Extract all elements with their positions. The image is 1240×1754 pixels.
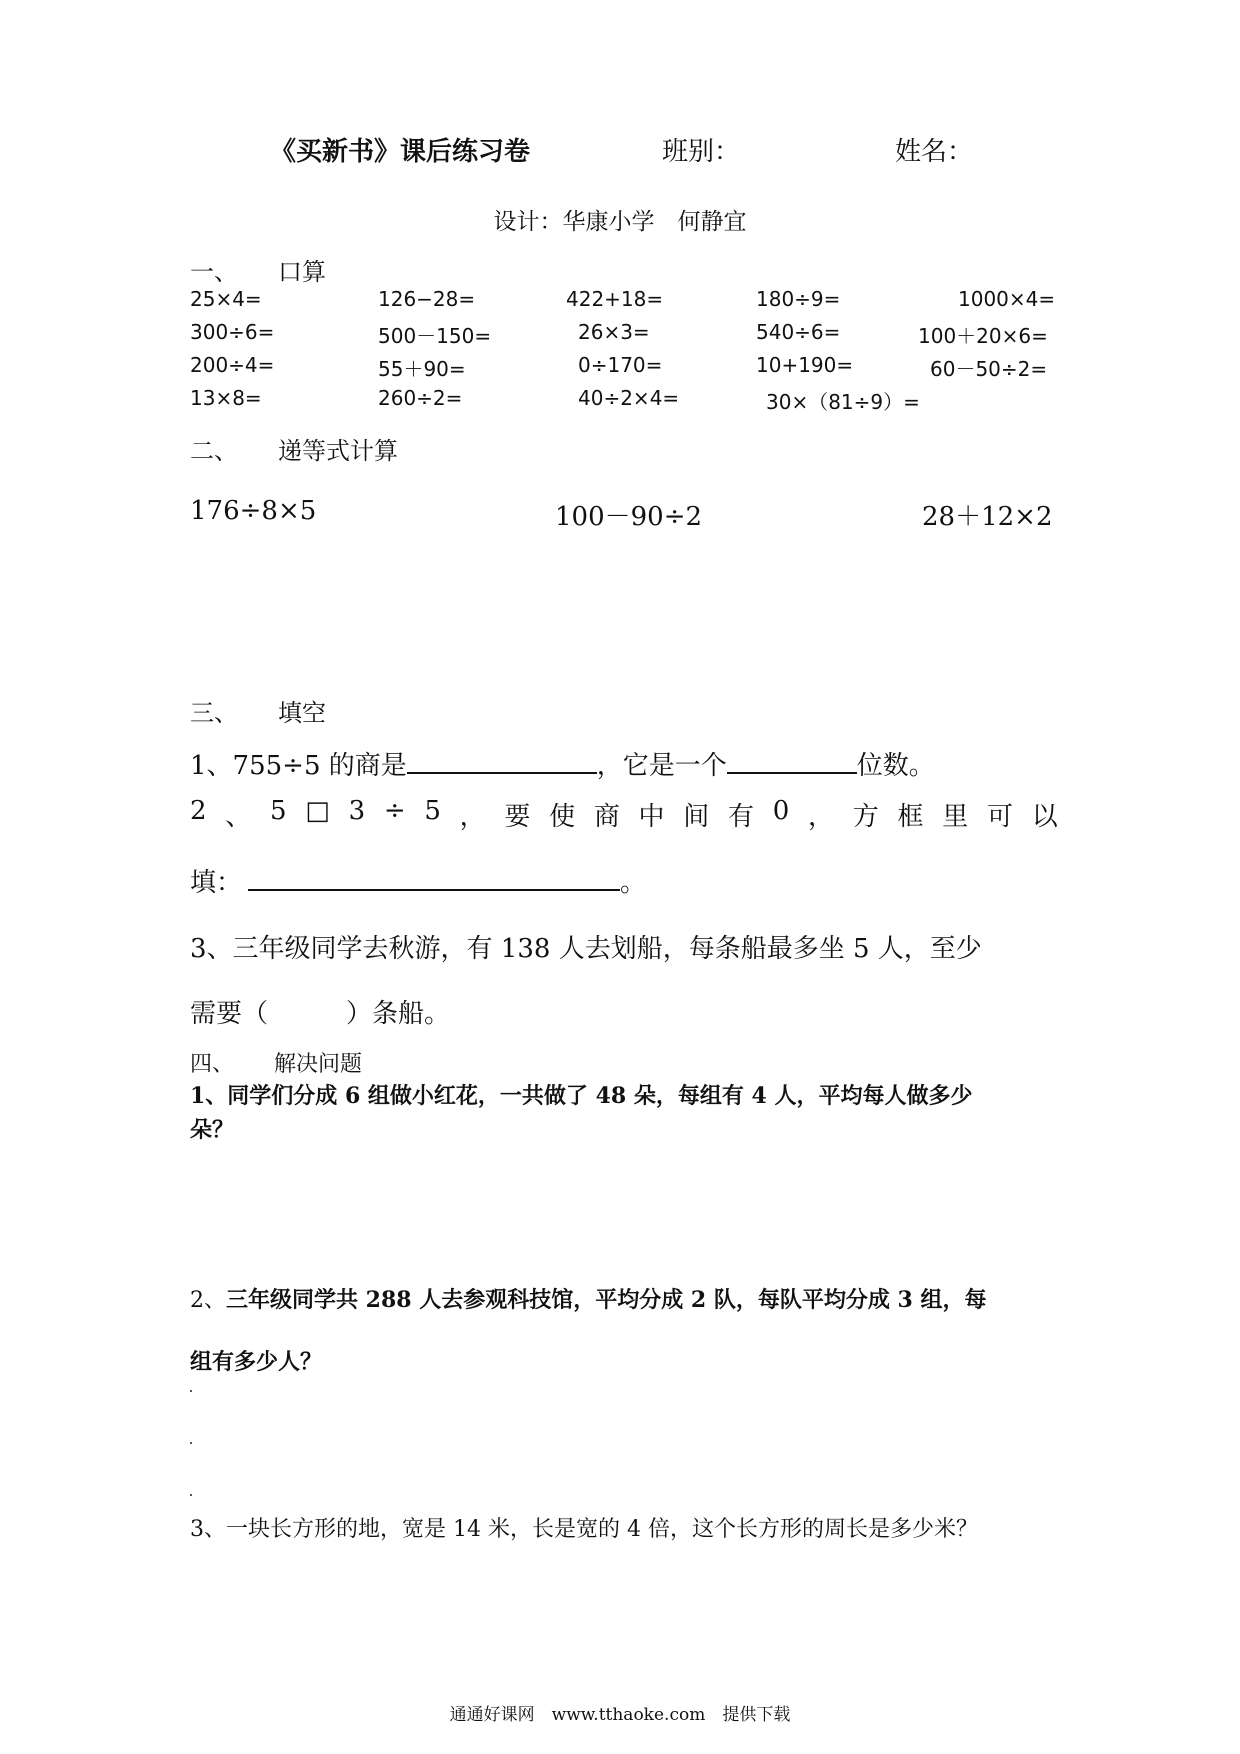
problem-2-line2: 组有多少人？: [190, 1349, 323, 1375]
fill-q2-char: 方: [852, 802, 879, 832]
fill-q2-char: 3: [348, 796, 366, 826]
oral-r3c3: 0÷170=: [578, 353, 663, 377]
problem-2-text: 三年级同学共 288 人去参观科技馆，平均分成 2 队，每队平均分成 3 组，每: [226, 1287, 987, 1313]
oral-r1c3: 422+18=: [566, 287, 664, 311]
section-2-number: 二、: [190, 437, 238, 465]
oral-r2c2: 500－150=: [378, 324, 492, 348]
problem-2-number: 2、: [190, 1288, 226, 1313]
oral-r2c4: 540÷6=: [756, 320, 841, 344]
problem-3: 3、一块长方形的地，宽是 14 米，长是宽的 4 倍，这个长方形的周长是多少米？: [190, 1517, 978, 1542]
oral-r2c1: 300÷6=: [190, 320, 275, 344]
fill-q2-char: 可: [986, 802, 1013, 832]
fill-q2-char: □: [305, 796, 330, 826]
section-4-heading: [190, 1047, 362, 1078]
fill-question-3-line1: 3、三年级同学去秋游，有 138 人去划船，每条船最多坐 5 人，至少: [190, 934, 982, 964]
section-1-number: 一、: [190, 258, 238, 286]
fill-q2-char: 0: [772, 796, 790, 826]
section-1-title: 口算: [278, 258, 326, 286]
fill-q2-char: 5: [270, 796, 287, 826]
fill-q2-char: ，: [808, 802, 835, 832]
oral-r4c2: 260÷2=: [378, 386, 463, 410]
class-label: 班别：: [662, 137, 741, 167]
fill-question-1: [190, 745, 935, 782]
scan-speck: [190, 1494, 192, 1496]
fill-q2-char: 要: [504, 802, 531, 832]
oral-r1c5: 1000×4=: [958, 287, 1056, 311]
section-4-title: 解决问题: [274, 1052, 363, 1077]
fill-q1-blank-digits[interactable]: [727, 746, 857, 774]
fill-question-2-line1: [190, 796, 1058, 833]
oral-r2c3: 26×3=: [578, 320, 650, 344]
fill-q2-label: 填：: [190, 868, 243, 898]
fill-q2-char: 、: [225, 802, 252, 832]
section-2-heading: [190, 431, 398, 466]
fill-q2-char: 商: [593, 802, 620, 832]
fill-question-3-line2: 需要（ ）条船。: [190, 999, 451, 1029]
problem-1-line2: 朵？: [190, 1117, 235, 1143]
scan-speck: [190, 1390, 192, 1392]
fill-q2-end: 。: [620, 868, 647, 898]
section-3-number: 三、: [190, 699, 238, 727]
fill-q2-char: 使: [549, 802, 576, 832]
oral-r3c1: 200÷4=: [190, 353, 275, 377]
section-3-heading: [190, 693, 326, 728]
fill-q2-char: 5: [424, 796, 441, 826]
oral-r4c3: 40÷2×4=: [578, 386, 680, 410]
fill-q2-char: 间: [683, 802, 710, 832]
fill-q2-char: 框: [897, 802, 924, 832]
fill-q1-text-c: 位数。: [856, 751, 935, 781]
fill-q2-char: 中: [638, 802, 665, 832]
section-2-title: 递等式计算: [278, 437, 398, 465]
fill-q2-blank[interactable]: [248, 863, 620, 891]
fill-q1-blank-quotient[interactable]: [407, 746, 597, 774]
section-3-title: 填空: [278, 699, 326, 727]
name-label: 姓名：: [895, 137, 974, 167]
worksheet-title: 《买新书》课后练习卷: [270, 137, 531, 167]
step-calc-1: 176÷8×5: [190, 496, 317, 526]
section-1-heading: [190, 252, 326, 287]
fill-q2-char: 以: [1031, 802, 1058, 832]
oral-r4c1: 13×8=: [190, 386, 262, 410]
step-calc-3: 28＋12×2: [922, 502, 1053, 532]
section-4-number: 四、: [190, 1052, 235, 1077]
footer-source: 通通好课网 www.tthaoke.com 提供下载: [449, 1705, 791, 1725]
oral-r3c5: 60－50÷2=: [930, 357, 1048, 381]
oral-r1c2: 126−28=: [378, 287, 476, 311]
oral-r3c2: 55＋90=: [378, 357, 466, 381]
fill-q2-char: 里: [942, 802, 969, 832]
oral-r1c4: 180÷9=: [756, 287, 841, 311]
problem-1-line1: 1、同学们分成 6 组做小红花，一共做了 48 朵，每组有 4 人，平均每人做多少: [190, 1083, 973, 1109]
fill-question-2-line2: [190, 862, 646, 899]
oral-r3c4: 10+190=: [756, 353, 854, 377]
fill-q2-char: ÷: [383, 796, 406, 826]
fill-q2-char: 有: [728, 802, 755, 832]
fill-q2-char: ，: [459, 802, 486, 832]
scan-speck: [190, 1442, 192, 1444]
oral-r2c5: 100＋20×6=: [918, 324, 1048, 348]
fill-q2-char: 2: [190, 796, 207, 826]
designer-line: 设计：华康小学 何静宜: [493, 209, 747, 235]
step-calc-2: 100－90÷2: [555, 502, 703, 532]
fill-q1-text-b: ，它是一个: [596, 751, 727, 781]
oral-r4c4: 30×（81÷9）=: [766, 390, 920, 414]
problem-2-line1: [190, 1283, 987, 1314]
oral-r1c1: 25×4=: [190, 287, 262, 311]
fill-q1-text-a: 1、755÷5 的商是: [190, 751, 407, 781]
